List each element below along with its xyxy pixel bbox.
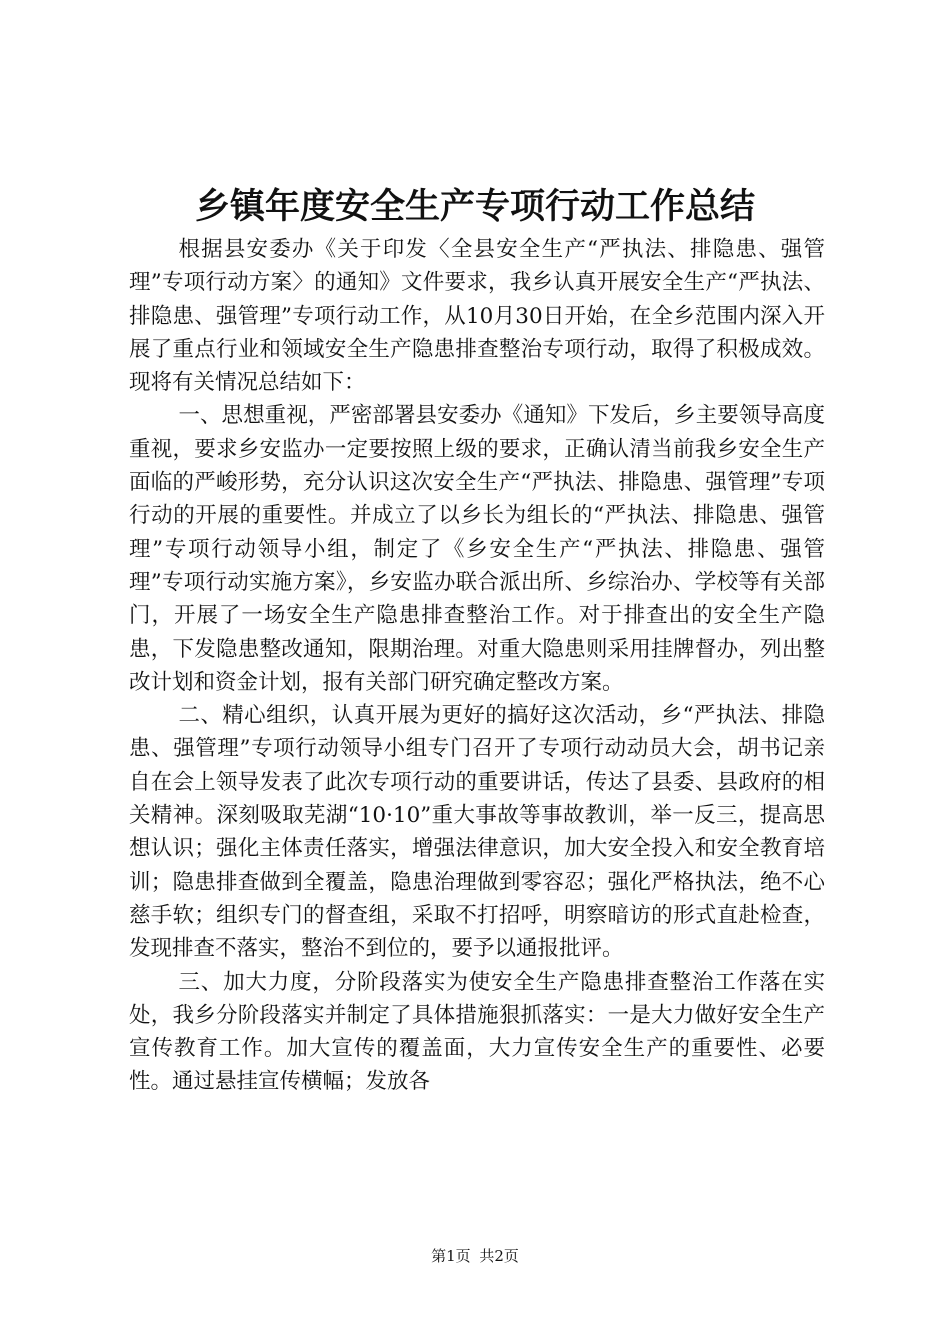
paragraph-intro: 根据县安委办《关于印发〈全县安全生产“严执法、排隐患、强管理”专项行动方案〉的通知》文件要求，我乡认真开展安全生产“严执法、排隐患、强管理”专项行动工作，从10月30日开始，在全乡范围内深入开展了重点行业和领域安全生产隐患排查整治专项行动，取得了积极成效。现将有关情况总结如下：	[129, 237, 825, 396]
paragraph-section-3: 三、加大力度，分阶段落实为使安全生产隐患排查整治工作落在实处，我乡分阶段落实并制定了具体措施狠抓落实：一是大力做好安全生产宣传教育工作。加大宣传的覆盖面，大力宣传安全生产的重要性、必要性。通过悬挂宣传横幅；发放各	[129, 969, 825, 1095]
document-body	[129, 233, 825, 1099]
document-title: 乡镇年度安全生产专项行动工作总结	[194, 186, 755, 227]
page-footer	[0, 1245, 950, 1267]
paragraph-section-2: 二、精心组织，认真开展为更好的搞好这次活动，乡“严执法、排隐患、强管理”专项行动领导小组专门召开了专项行动动员大会，胡书记亲自在会上领导发表了此次专项行动的重要讲话，传达了县委、县政府的相关精神。深刻吸取芜湖“10·10”重大事故等事故教训，举一反三，提高思想认识；强化主体责任落实，增强法律意识，加大安全投入和安全教育培训；隐患排查做到全覆盖，隐患治理做到零容忍；强化严格执法，绝不心慈手软；组织专门的督查组，采取不打招呼，明察暗访的形式直赴检查，发现排查不落实，整治不到位的，要予以通报批评。	[129, 703, 825, 962]
paragraph-section-1: 一、思想重视，严密部署县安委办《通知》下发后，乡主要领导高度重视，要求乡安监办一定要按照上级的要求，正确认清当前我乡安全生产面临的严峻形势，充分认识这次安全生产“严执法、排隐患、强管理”专项行动的开展的重要性。并成立了以乡长为组长的“严执法、排隐患、强管理”专项行动领导小组，制定了《乡安全生产“严执法、排隐患、强管理”专项行动实施方案》，乡安监办联合派出所、乡综治办、学校等有关部门，开展了一场安全生产隐患排查整治工作。对于排查出的安全生产隐患，下发隐患整改通知，限期治理。对重大隐患则采用挂牌督办，列出整改计划和资金计划，报有关部门研究确定整改方案。	[129, 403, 825, 695]
page-number: 第1页	[431, 1247, 471, 1265]
page-total: 共2页	[479, 1247, 519, 1265]
